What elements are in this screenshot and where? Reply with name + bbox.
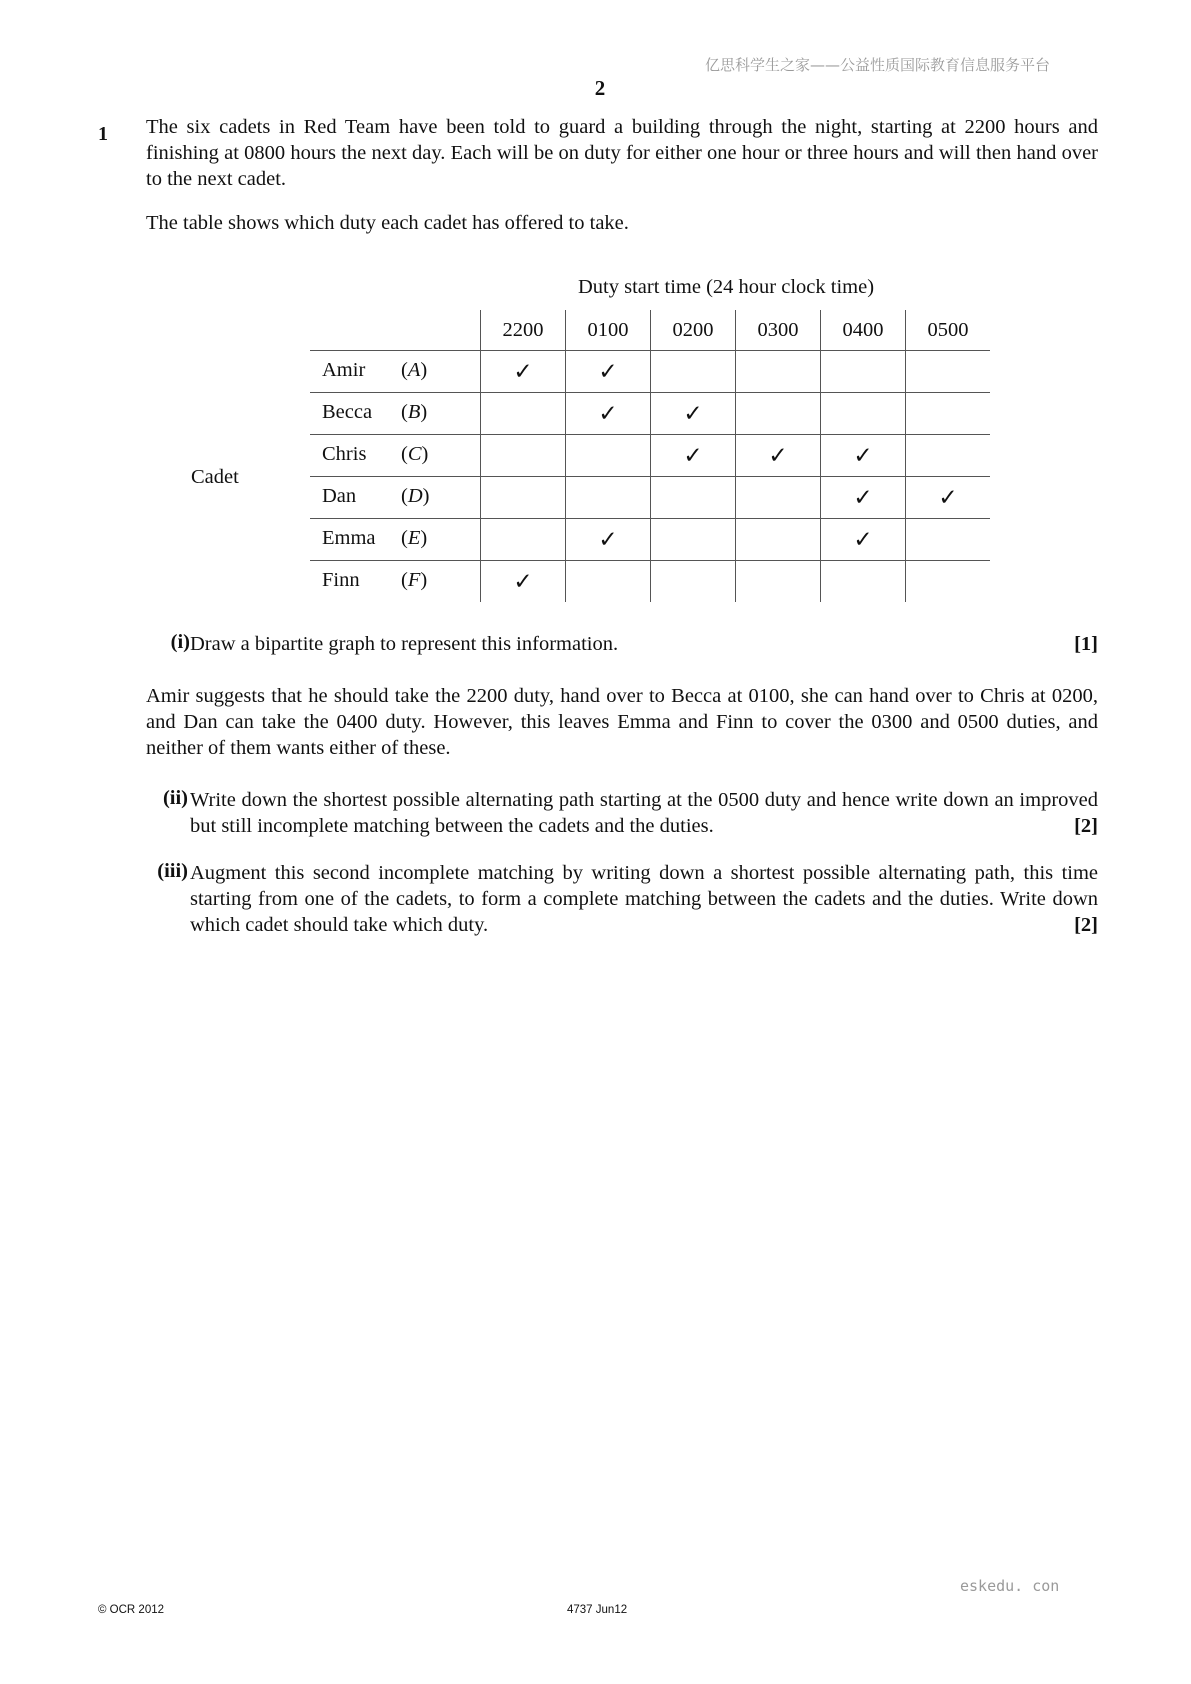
duty-cell: [906, 351, 991, 393]
check-mark-icon: ✓: [598, 526, 618, 552]
duty-cell: [651, 435, 736, 477]
duty-cell: [651, 561, 736, 603]
cadet-name: Amir: [322, 359, 366, 381]
duty-table: [310, 310, 990, 602]
time-header: 0100: [566, 310, 651, 351]
part-i-body: Draw a bipartite graph to represent this information.: [190, 633, 619, 655]
cadet-letter: (C): [401, 443, 429, 465]
duty-cell: [821, 561, 906, 603]
cadet-letter: (E): [401, 527, 428, 549]
cadet-name-cell: [310, 519, 481, 561]
cadet-name-cell: [310, 477, 481, 519]
duty-cell: [736, 477, 821, 519]
cadet-row-finn: [310, 561, 990, 603]
time-header-row: [310, 310, 990, 351]
duty-cell: [821, 519, 906, 561]
cadet-letter-value: F: [407, 569, 421, 591]
duty-cell: [736, 561, 821, 603]
duty-cell: [906, 393, 991, 435]
duty-cell: [821, 351, 906, 393]
cadet-name: Dan: [322, 485, 357, 507]
question-number: 1: [98, 123, 108, 145]
duty-cell: [651, 393, 736, 435]
part-ii-marks: [2]: [1074, 815, 1098, 837]
duty-cell: [566, 561, 651, 603]
check-mark-icon: ✓: [598, 358, 618, 384]
part-iii-label: (iii): [157, 860, 188, 882]
duty-cell: [651, 351, 736, 393]
part-ii-label: (ii): [162, 787, 188, 809]
time-header: 0300: [736, 310, 821, 351]
check-mark-icon: ✓: [513, 568, 533, 594]
duty-cell: [481, 477, 566, 519]
duty-cell: [566, 351, 651, 393]
header-blank-cell: [310, 310, 481, 351]
cadet-letter: (B): [401, 401, 428, 423]
cadet-name: Chris: [322, 443, 367, 465]
part-i-label: (i): [170, 631, 190, 653]
cadet-row-emma: [310, 519, 990, 561]
duty-cell: [736, 351, 821, 393]
duty-cell: [566, 435, 651, 477]
cadet-row-dan: [310, 477, 990, 519]
duty-cell: [906, 477, 991, 519]
part-i-marks: [1]: [1074, 633, 1098, 655]
cadet-row-amir: [310, 351, 990, 393]
check-mark-icon: ✓: [513, 358, 533, 384]
check-mark-icon: ✓: [853, 526, 873, 552]
cadet-name: Becca: [322, 401, 373, 423]
footer-copyright: © OCR 2012: [98, 1604, 165, 1616]
time-header: 0400: [821, 310, 906, 351]
duty-cell: [481, 393, 566, 435]
duty-cell: [736, 435, 821, 477]
cadet-letter: (D): [401, 485, 430, 507]
duty-cell: [481, 351, 566, 393]
time-header: 0500: [906, 310, 991, 351]
duty-cell: [821, 477, 906, 519]
duty-cell: [821, 393, 906, 435]
duty-cell: [566, 519, 651, 561]
duty-cell: [736, 519, 821, 561]
cadet-name-cell: [310, 435, 481, 477]
amir-paragraph: Amir suggests that he should take the 2200 duty, hand over to Becca at 0100, she can hand over to Chris at 0200, and Dan can take the 0400 duty. However, this leaves Emma and Finn to cover the 0300 and 0500 duties, and neither of them wants either of these.: [146, 685, 1098, 759]
part-iii-text: [190, 860, 1098, 938]
question-intro: The six cadets in Red Team have been told to guard a building through the night, starting at 2200 hours and finishing at 0800 hours the next day. Each will be on duty for either one hour or three hours and will then hand over to the next cadet.: [146, 116, 1098, 190]
cadet-letter: (F): [401, 569, 428, 591]
duty-cell: [481, 561, 566, 603]
cadet-row-chris: [310, 435, 990, 477]
duty-cell: [906, 561, 991, 603]
check-mark-icon: ✓: [683, 442, 703, 468]
cadet-name: Emma: [322, 527, 376, 549]
part-iii-body: Augment this second incomplete matching by writing down a shortest possible alternating path, this time starting from one of the cadets, to form a complete matching between the cadets and the duties. Write down which cadet should take which duty.: [190, 862, 1098, 936]
duty-cell: [906, 519, 991, 561]
duty-cell: [651, 477, 736, 519]
cadet-letter: (A): [401, 359, 428, 381]
duty-cell: [566, 477, 651, 519]
duty-cell: [906, 435, 991, 477]
table-intro: The table shows which duty each cadet has offered to take.: [146, 212, 629, 234]
part-i-text: [190, 631, 1098, 657]
cadet-row-becca: [310, 393, 990, 435]
cadet-row-label: Cadet: [191, 466, 239, 488]
check-mark-icon: ✓: [768, 442, 788, 468]
duty-cell: [481, 435, 566, 477]
check-mark-icon: ✓: [938, 484, 958, 510]
part-ii-text: [190, 787, 1098, 839]
check-mark-icon: ✓: [853, 442, 873, 468]
time-header: 2200: [481, 310, 566, 351]
duty-cell: [736, 393, 821, 435]
part-ii-body: Write down the shortest possible alternating path starting at the 0500 duty and hence write down an improved but still incomplete matching between the cadets and the duties.: [190, 789, 1098, 837]
page-number: 2: [594, 76, 606, 100]
cadet-letter-value: C: [407, 443, 422, 465]
cadet-letter-value: A: [407, 359, 421, 381]
cadet-letter-value: D: [407, 485, 423, 507]
cadet-name: Finn: [322, 569, 360, 591]
footer-code: 4737 Jun12: [567, 1604, 628, 1616]
duty-cell: [481, 519, 566, 561]
cadet-name-cell: [310, 351, 481, 393]
check-mark-icon: ✓: [683, 400, 703, 426]
watermark-top: 亿思科学生之家——公益性质国际教育信息服务平台: [704, 56, 1050, 74]
cadet-letter-value: E: [407, 527, 421, 549]
duty-cell: [566, 393, 651, 435]
cadet-letter-value: B: [407, 401, 421, 423]
time-header: 0200: [651, 310, 736, 351]
check-mark-icon: ✓: [853, 484, 873, 510]
duty-cell: [821, 435, 906, 477]
table-caption: Duty start time (24 hour clock time): [578, 276, 875, 298]
cadet-name-cell: [310, 393, 481, 435]
watermark-bottom: eskedu. con: [960, 1577, 1060, 1595]
part-iii-marks: [2]: [1074, 914, 1098, 936]
duty-cell: [651, 519, 736, 561]
cadet-name-cell: [310, 561, 481, 603]
check-mark-icon: ✓: [598, 400, 618, 426]
